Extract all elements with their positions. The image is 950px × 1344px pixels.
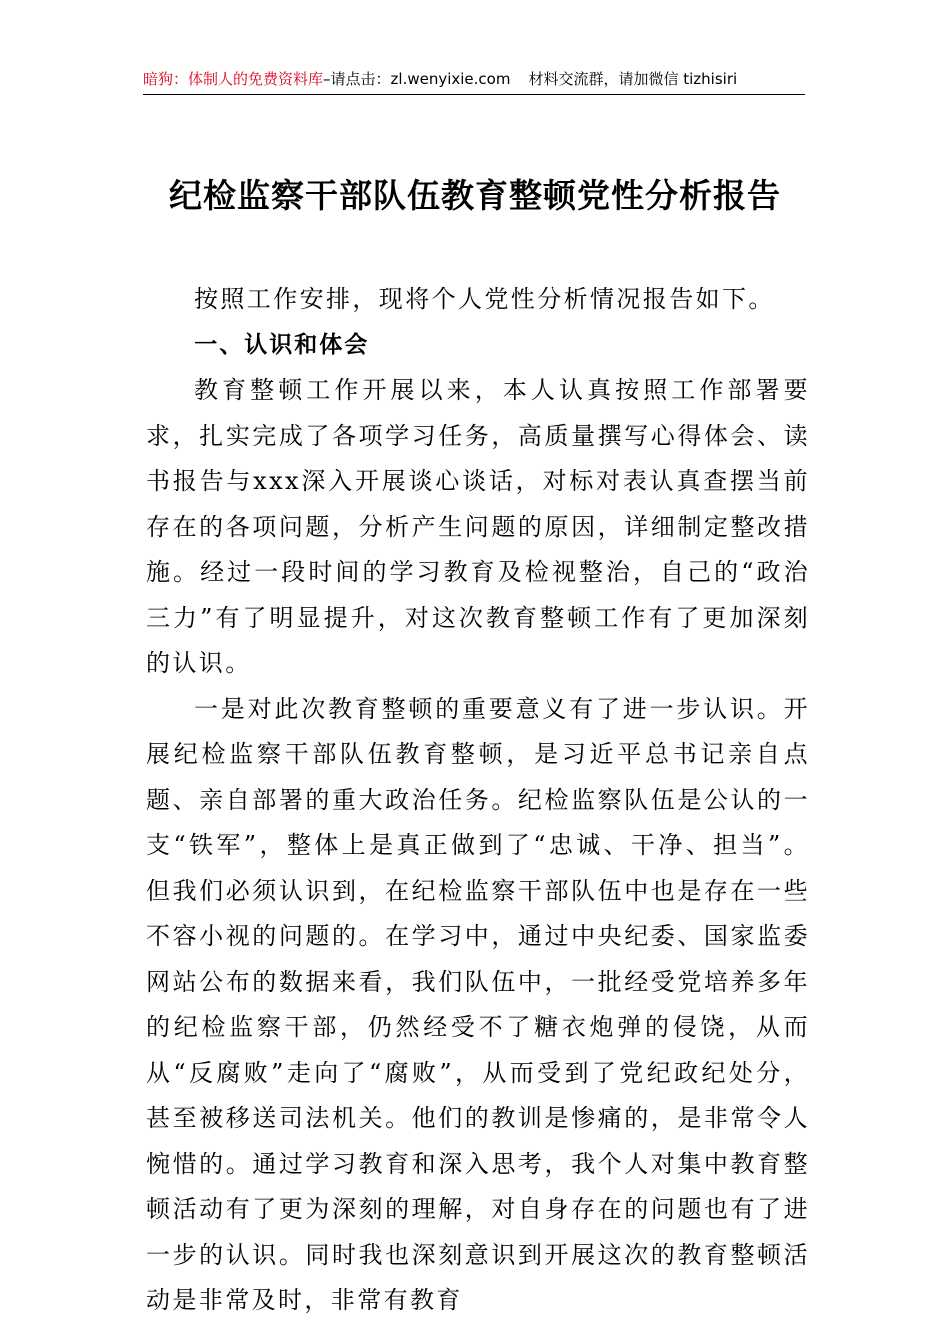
page-header xyxy=(143,66,805,95)
header-url-link[interactable]: zl.wenyixie.com xyxy=(390,70,511,88)
intro-paragraph: 按照工作安排，现将个人党性分析情况报告如下。 xyxy=(194,285,775,313)
header-prompt: –请点击： xyxy=(323,70,391,88)
header-brand: 暗狗：体制人的免费资料库 xyxy=(143,70,324,88)
section-heading: 一、认识和体会 xyxy=(194,331,370,358)
body-paragraph-1: 教育整顿工作开展以来，本人认真按照工作部署要求，扎实完成了各项学习任务，高质量撰写心得体会、读书报告与xxx深入开展谈心谈话，对标对表认真查摆当前存在的各项问题，分析产生问题的原因，详细制定整改措施。经过一段时间的学习教育及检视整治，自己的“政治三力”有了明显提升，对这次教育整顿工作有了更加深刻的认识。 xyxy=(146,376,810,677)
header-contact: 材料交流群，请加微信 tizhisiri xyxy=(528,70,738,88)
document-title: 纪检监察干部队伍教育整顿党性分析报告 xyxy=(169,176,781,215)
document-body xyxy=(146,277,810,1324)
body-paragraph-2: 一是对此次教育整顿的重要意义有了进一步认识。开展纪检监察干部队伍教育整顿，是习近平总书记亲自点题、亲自部署的重大政治任务。纪检监察队伍是公认的一支“铁军”，整体上是真正做到了“忠诚、干净、担当”。但我们必须认识到，在纪检监察干部队伍中也是存在一些不容小视的问题的。在学习中，通过中央纪委、国家监委网站公布的数据来看，我们队伍中，一批经受党培养多年的纪检监察干部，仍然经受不了糖衣炮弹的侵饶，从而从“反腐败”走向了“腐败”，从而受到了党纪政纪处分，甚至被移送司法机关。他们的教训是惨痛的，是非常令人惋惜的。通过学习教育和深入思考，我个人对集中教育整顿活动有了更为深刻的理解，对自身存在的问题也有了进一步的认识。同时我也深刻意识到开展这次的教育整顿活动是非常及时，非常有教育 xyxy=(146,694,810,1314)
